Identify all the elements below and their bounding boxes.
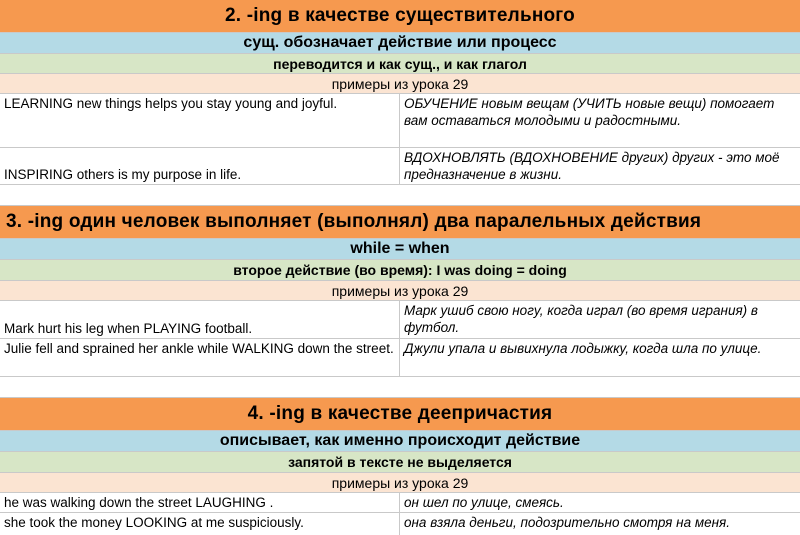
example-english-text: Mark hurt his leg when PLAYING football. (4, 321, 253, 336)
section-2-example-row (0, 148, 800, 185)
empty-row[interactable] (0, 185, 800, 206)
section-3-title[interactable]: 3. -ing один человек выполняет (выполнял) два паралельных действия (0, 206, 800, 239)
section-4-example-row (0, 513, 800, 535)
section-3-example-row (0, 301, 800, 339)
section-2-description[interactable]: сущ. обозначает действие или процесс (0, 33, 800, 54)
example-english-cell[interactable] (0, 513, 400, 535)
section-4-examples-header[interactable]: примеры из урока 29 (0, 473, 800, 493)
section-4-note[interactable]: запятой в тексте не выделяется (0, 452, 800, 473)
example-russian-cell[interactable] (400, 493, 800, 512)
example-russian-text: ВДОХНОВЛЯТЬ (ВДОХНОВЕНИЕ других) других - это моё предназначение в жизни. (404, 150, 780, 182)
section-2-example-row (0, 94, 800, 148)
example-russian-cell[interactable] (400, 339, 800, 376)
example-russian-cell[interactable] (400, 148, 800, 184)
example-russian-text: он шел по улице, смеясь. (404, 495, 564, 510)
section-4-example-row (0, 493, 800, 513)
section-3-examples-header[interactable]: примеры из урока 29 (0, 281, 800, 301)
example-russian-text: Марк ушиб свою ногу, когда играл (во время играния) в футбол. (404, 303, 758, 335)
example-russian-cell[interactable] (400, 94, 800, 147)
section-2-title[interactable]: 2. -ing в качестве существительного (0, 0, 800, 33)
section-4-description[interactable]: описывает, как именно происходит действие (0, 431, 800, 452)
example-russian-text: она взяла деньги, подозрительно смотря на меня. (404, 515, 730, 530)
example-english-cell[interactable] (0, 339, 400, 376)
section-3-example-row (0, 339, 800, 377)
section-3-note[interactable]: второе действие (во время): I was doing = doing (0, 260, 800, 281)
example-english-text: LEARNING new things helps you stay young and joyful. (4, 96, 338, 111)
example-english-cell[interactable] (0, 493, 400, 512)
example-russian-cell[interactable] (400, 513, 800, 535)
section-4-title[interactable]: 4. -ing в качестве деепричастия (0, 398, 800, 431)
example-russian-text: ОБУЧЕНИЕ новым вещам (УЧИТЬ новые вещи) помогает вам оставаться молодыми и радостными. (404, 96, 775, 128)
example-russian-text: Джули упала и вывихнула лодыжку, когда шла по улице. (404, 341, 762, 356)
section-3-description[interactable]: while = when (0, 239, 800, 260)
example-english-text: Julie fell and sprained her ankle while WALKING down the street. (4, 341, 394, 356)
example-english-cell[interactable] (0, 148, 400, 184)
section-2-note[interactable]: переводится и как сущ., и как глагол (0, 54, 800, 74)
empty-row[interactable] (0, 377, 800, 398)
example-english-cell[interactable] (0, 94, 400, 147)
example-english-text: he was walking down the street LAUGHING . (4, 495, 274, 510)
example-english-text: INSPIRING others is my purpose in life. (4, 167, 242, 182)
example-english-text: she took the money LOOKING at me suspiciously. (4, 515, 304, 530)
example-russian-cell[interactable] (400, 301, 800, 338)
section-2-examples-header[interactable]: примеры из урока 29 (0, 74, 800, 94)
example-english-cell[interactable] (0, 301, 400, 338)
